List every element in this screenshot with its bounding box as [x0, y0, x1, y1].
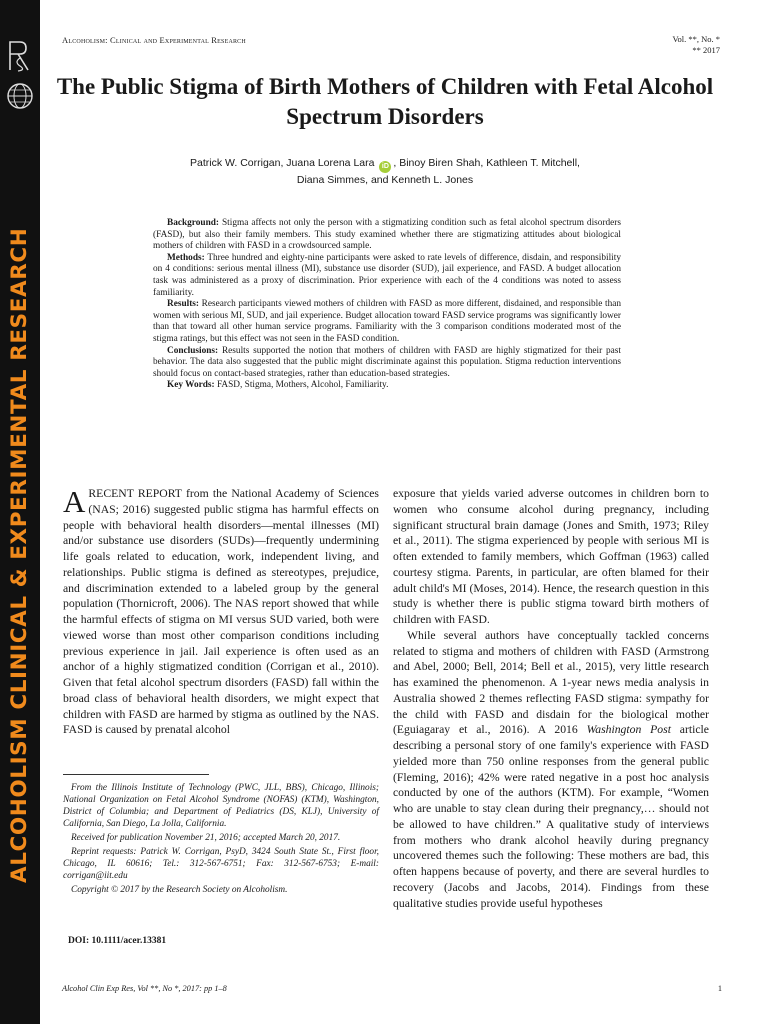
- received-note: Received for publication November 21, 2016; accepted March 20, 2017.: [71, 833, 341, 843]
- abstract-keywords: [153, 380, 621, 392]
- right-paragraph-2-a: While several authors have conceptually tackled concerns related to stigma and mothers of children with FASD (Armstrong and Abel, 2000; Bell, 2014; Bell et al., 2015), very little research has examined the phenomenon. A 1-year news media analysis in Australia showed 2 themes reflecting FASD stigma: sympathy for the child with FASD and disdain for the biological mother (Eguiagaray et al., 2016). A 2016: [393, 628, 709, 737]
- methods-label: Methods:: [167, 252, 205, 263]
- article-title: The Public Stigma of Birth Mothers of Children with Fetal Alcohol Spectrum Disorders: [56, 74, 714, 129]
- doi-link[interactable]: DOI: 10.1111/acer.13381: [68, 936, 167, 946]
- footnote-rule: [63, 774, 209, 775]
- authors-part-1: Patrick W. Corrigan, Juana Lorena Lara: [190, 157, 375, 169]
- results-text: Research participants viewed mothers of children with FASD as more different, disdained, and responsible than women with serious MI, SUD, and jail experience. Budget allocation toward FASD service programs was significantly lower than that toward all other human service programs. Familiarity with the 3 comparison conditions moderated most of the stigma ratings, but this effect was not seen in the FASD condition.: [153, 299, 622, 344]
- issue-year: ** 2017: [692, 45, 720, 55]
- left-paragraph-1: from the National Academy of Sciences (NAS; 2016) suggested public stigma has harmful effects on people with behavioral health disorders—mental illnesses (MI) and/or substance use disorders (SUDs)—frequently undermining life goals related to education, work, independent living, and relationships. Public stigma is defined as stereotypes, prejudice, and discrimination extended to a labeled group by the general population (Thornicroft, 2006). The NAS report showed that while the harmful effects of stigma on MI versus SUD varied, both were viewed worse than most other comparison conditions including previous experience in jail. Jail experience is often used as an anchor of a highly stigmatized condition (Corrigan et al., 2010). Given that fetal alcohol spectrum disorders (FASD) fall within the broad class of behavioral health disorders, we might expect that children with FASD are harmed by stigma as outlined by the NAS. FASD is caused by prenatal alcohol: [63, 487, 379, 737]
- abstract-background: [153, 218, 621, 253]
- footnotes: [63, 782, 379, 898]
- authors-part-2: , Binoy Biren Shah, Kathleen T. Mitchell,: [393, 157, 580, 169]
- abstract: [153, 218, 621, 392]
- keywords-label: Key Words:: [167, 380, 215, 391]
- background-label: Background:: [167, 218, 220, 228]
- issue-info: [672, 34, 720, 56]
- copyright-note: Copyright © 2017 by the Research Society on Alcoholism.: [71, 885, 288, 895]
- volume-number: Vol. **, No. *: [672, 34, 720, 44]
- body-paragraph: [63, 486, 379, 738]
- abstract-methods: [153, 253, 621, 299]
- lead-caps: RECENT REPORT: [88, 487, 182, 500]
- abstract-conclusions: [153, 346, 621, 381]
- authors-line-2: Diana Simmes, and Kenneth L. Jones: [296, 174, 474, 186]
- keywords-text: FASD, Stigma, Mothers, Alcohol, Familiarity.: [216, 380, 389, 391]
- right-paragraph-2: [393, 628, 709, 912]
- orcid-icon[interactable]: iD: [379, 161, 391, 173]
- conclusions-text: Results supported the notion that mothers of children with FASD are highly stigmatized for their past behavior. The data also suggested that the public might discriminate against this population. Stigma reduction interventions should focus on contact-based strategies, rather than education-based strategies.: [153, 345, 622, 379]
- running-head: Alcoholism: Clinical and Experimental Research: [62, 35, 246, 45]
- isbra-globe-icon: [6, 82, 34, 110]
- background-text: Stigma affects not only the person with a stigmatizing condition such as fetal alcohol spectrum disorders (FASD), but also their family members. This study examined whether there are stigmatizing attitudes about biological mothers of children with FASD in a crowdsourced sample.: [153, 218, 622, 252]
- page-number: 1: [717, 984, 722, 993]
- methods-text: Three hundred and eighty-nine participants were asked to rate levels of difference, disdain, and responsibility on 4 conditions: serious mental illness (MI), substance use disorder (SUD), jail experience, and FASD. A budget allocation task was administered as a proxy of discrimination. Prior experience with each of the 4 conditions was noted to assess familiarity.: [153, 252, 621, 298]
- washington-post-italic: Washington Post: [586, 723, 671, 737]
- journal-side-band: [0, 0, 40, 1024]
- right-paragraph-2-b: article describing a personal story of one family's experience with FASD yielded more than 750 online responses from the general public (Fleming, 2016); 42% were rated negative in a post hoc analysis conducted by one of the authors (KTM). For example, “Women who are unable to stay clean during their pregnancy,… should not be allowed to have children.” A qualitative study of interviews from mothers who drank alcohol heavily during pregnancy uncovered themes such the following: These mothers are bad, this often happens because of poverty, and there are several hurdles to recovery (Jacobs and Jacobs, 2014). Findings from these qualitative studies provide useful hypotheses: [393, 723, 709, 910]
- footer-citation: Alcohol Clin Exp Res, Vol **, No *, 2017: pp 1–8: [62, 984, 227, 993]
- results-label: Results:: [167, 299, 200, 310]
- abstract-results: [153, 299, 621, 345]
- right-paragraph-1: exposure that yields varied adverse outcomes in children born to women who consume alcohol during pregnancy, including significant structural brain damage (Jones and Smith, 1973; Riley et al., 2011). The stigma experienced by people with serious MI is often extended to family members, which Goffman (1963) called courtesy stigma. Parents, in particular, are often blamed for their adult child's MI (Moses, 2014). Hence, the research question in this study is whether there is public stigma toward birth mothers of children with FASD.: [393, 487, 709, 626]
- reprint-note: Reprint requests: Patrick W. Corrigan, PsyD, 3424 South State St., First floor, Chicago, IL 60616; Tel.: 312-567-6751; Fax: 312-567-6753; E-mail: corrigan@iit.edu: [63, 847, 379, 881]
- affiliations-note: From the Illinois Institute of Technology (PWC, JLL, BBS), Chicago, Illinois; National Organization on Fetal Alcohol Syndrome (NOFAS) (KTM), Washington, District of Columbia; and Department of Pediatrics (DS, KLJ), University of California, San Diego, La Jolla, California.: [63, 783, 379, 829]
- rsa-logo-icon: [6, 38, 34, 66]
- body-column-left: [63, 486, 379, 738]
- body-column-right: [393, 486, 709, 911]
- author-list: [120, 156, 650, 188]
- drop-cap: A: [63, 484, 86, 519]
- journal-band-title: ALCOHOLISM CLINICAL & EXPERIMENTAL RESEARCH: [7, 227, 32, 883]
- conclusions-label: Conclusions:: [167, 345, 219, 356]
